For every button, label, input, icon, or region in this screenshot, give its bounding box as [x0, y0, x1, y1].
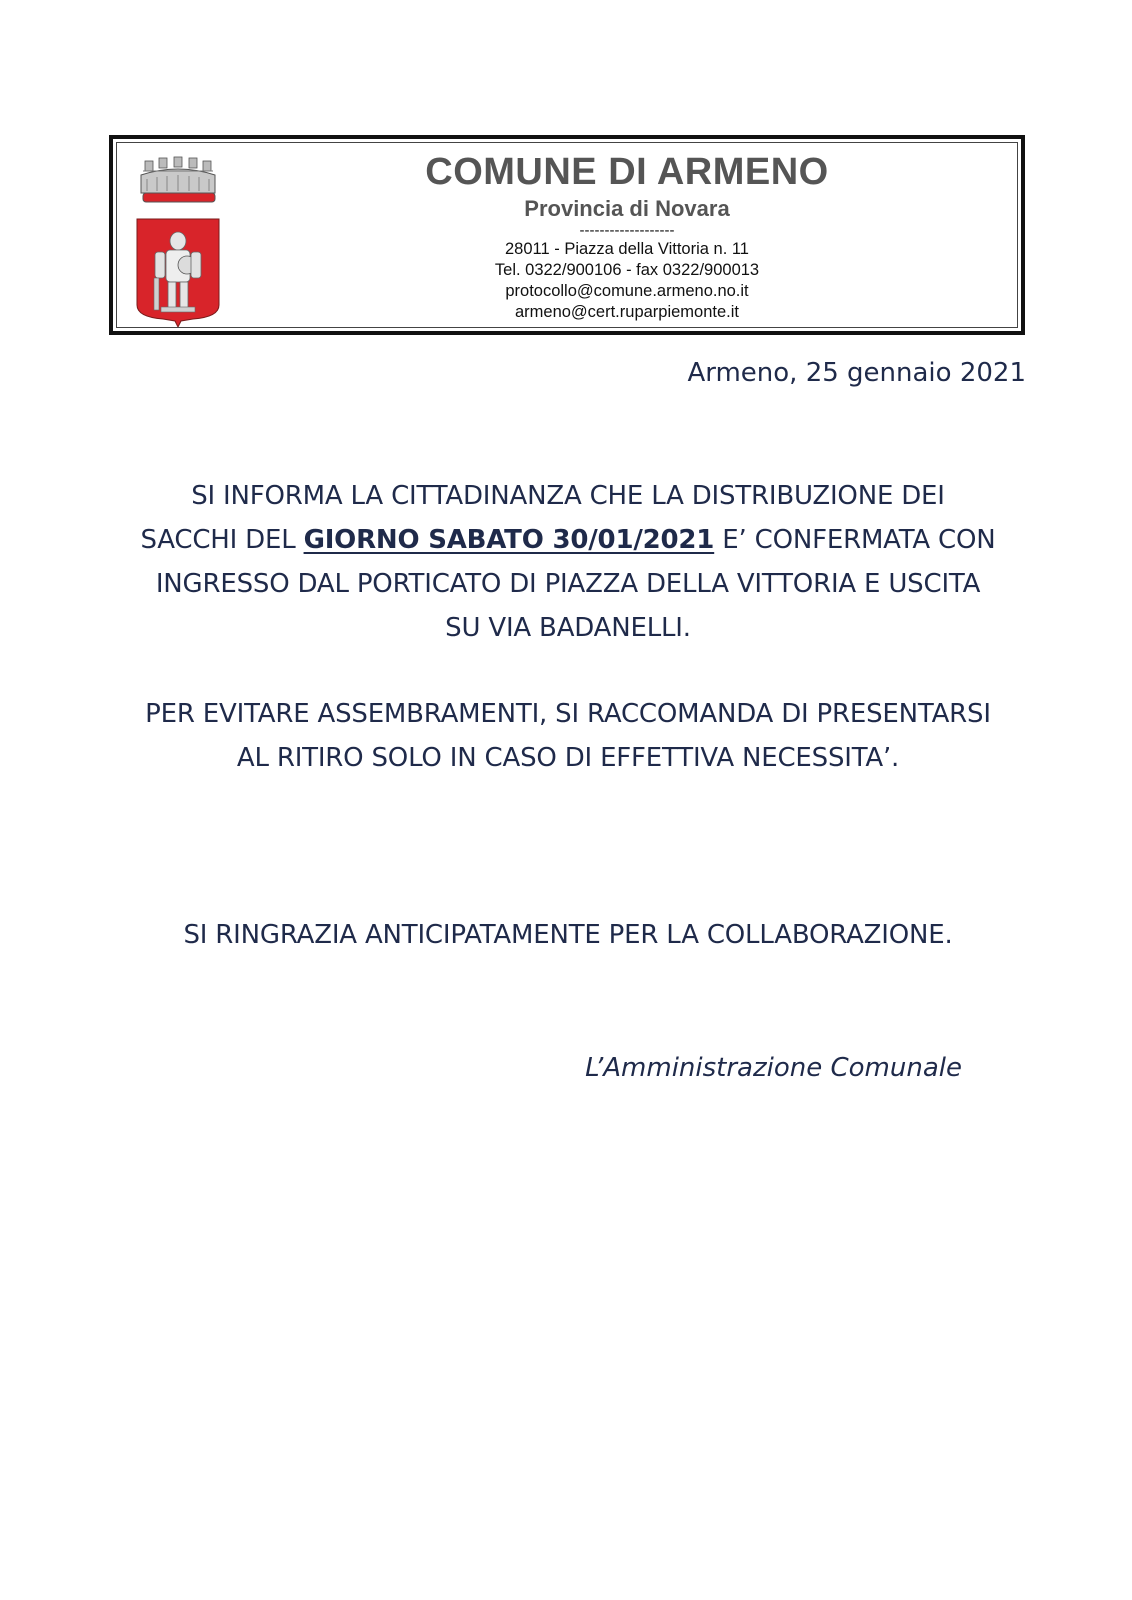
letterhead — [109, 135, 1025, 335]
email-line: protocollo@comune.armeno.no.it — [505, 282, 749, 300]
thanks-paragraph: SI RINGRAZIA ANTICIPATAMENTE PER LA COLLABORAZIONE. — [183, 920, 953, 950]
paragraph-text: E’ CONFERMATA CON — [714, 525, 996, 555]
document-date: Armeno, 25 gennaio 2021 — [687, 358, 1026, 388]
announcement-paragraph — [100, 474, 1036, 650]
municipal-crest-icon — [133, 155, 223, 327]
paragraph-line: SI INFORMA LA CITTADINANZA CHE LA DISTRIBUZIONE DEI — [191, 481, 945, 511]
paragraph-line: PER EVITARE ASSEMBRAMENTI, SI RACCOMANDA DI PRESENTARSI — [145, 699, 991, 729]
letterhead-inner-border — [116, 142, 1018, 328]
municipality-title: COMUNE DI ARMENO — [425, 151, 829, 193]
province-name: Provincia di Novara — [524, 196, 730, 221]
highlighted-date: GIORNO SABATO 30/01/2021 — [303, 525, 715, 555]
letterhead-separator: ------------------- — [579, 222, 675, 239]
paragraph-line: SU VIA BADANELLI. — [445, 613, 691, 643]
paragraph-line — [100, 518, 1036, 562]
crown-icon — [141, 157, 215, 202]
recommendation-paragraph — [100, 692, 1036, 780]
paragraph-line: INGRESSO DAL PORTICATO DI PIAZZA DELLA VITTORIA E USCITA — [155, 569, 981, 599]
pec-line: armeno@cert.ruparpiemonte.it — [514, 303, 739, 321]
signature: L’Amministrazione Comunale — [585, 1053, 962, 1083]
paragraph-text: SACCHI DEL — [140, 525, 304, 555]
address-line: 28011 - Piazza della Vittoria n. 11 — [505, 240, 749, 258]
letterhead-text — [257, 149, 997, 323]
paragraph-line: AL RITIRO SOLO IN CASO DI EFFETTIVA NECESSITA’. — [236, 743, 900, 773]
shield-icon — [137, 219, 219, 327]
phone-line: Tel. 0322/900106 - fax 0322/900013 — [494, 261, 760, 279]
